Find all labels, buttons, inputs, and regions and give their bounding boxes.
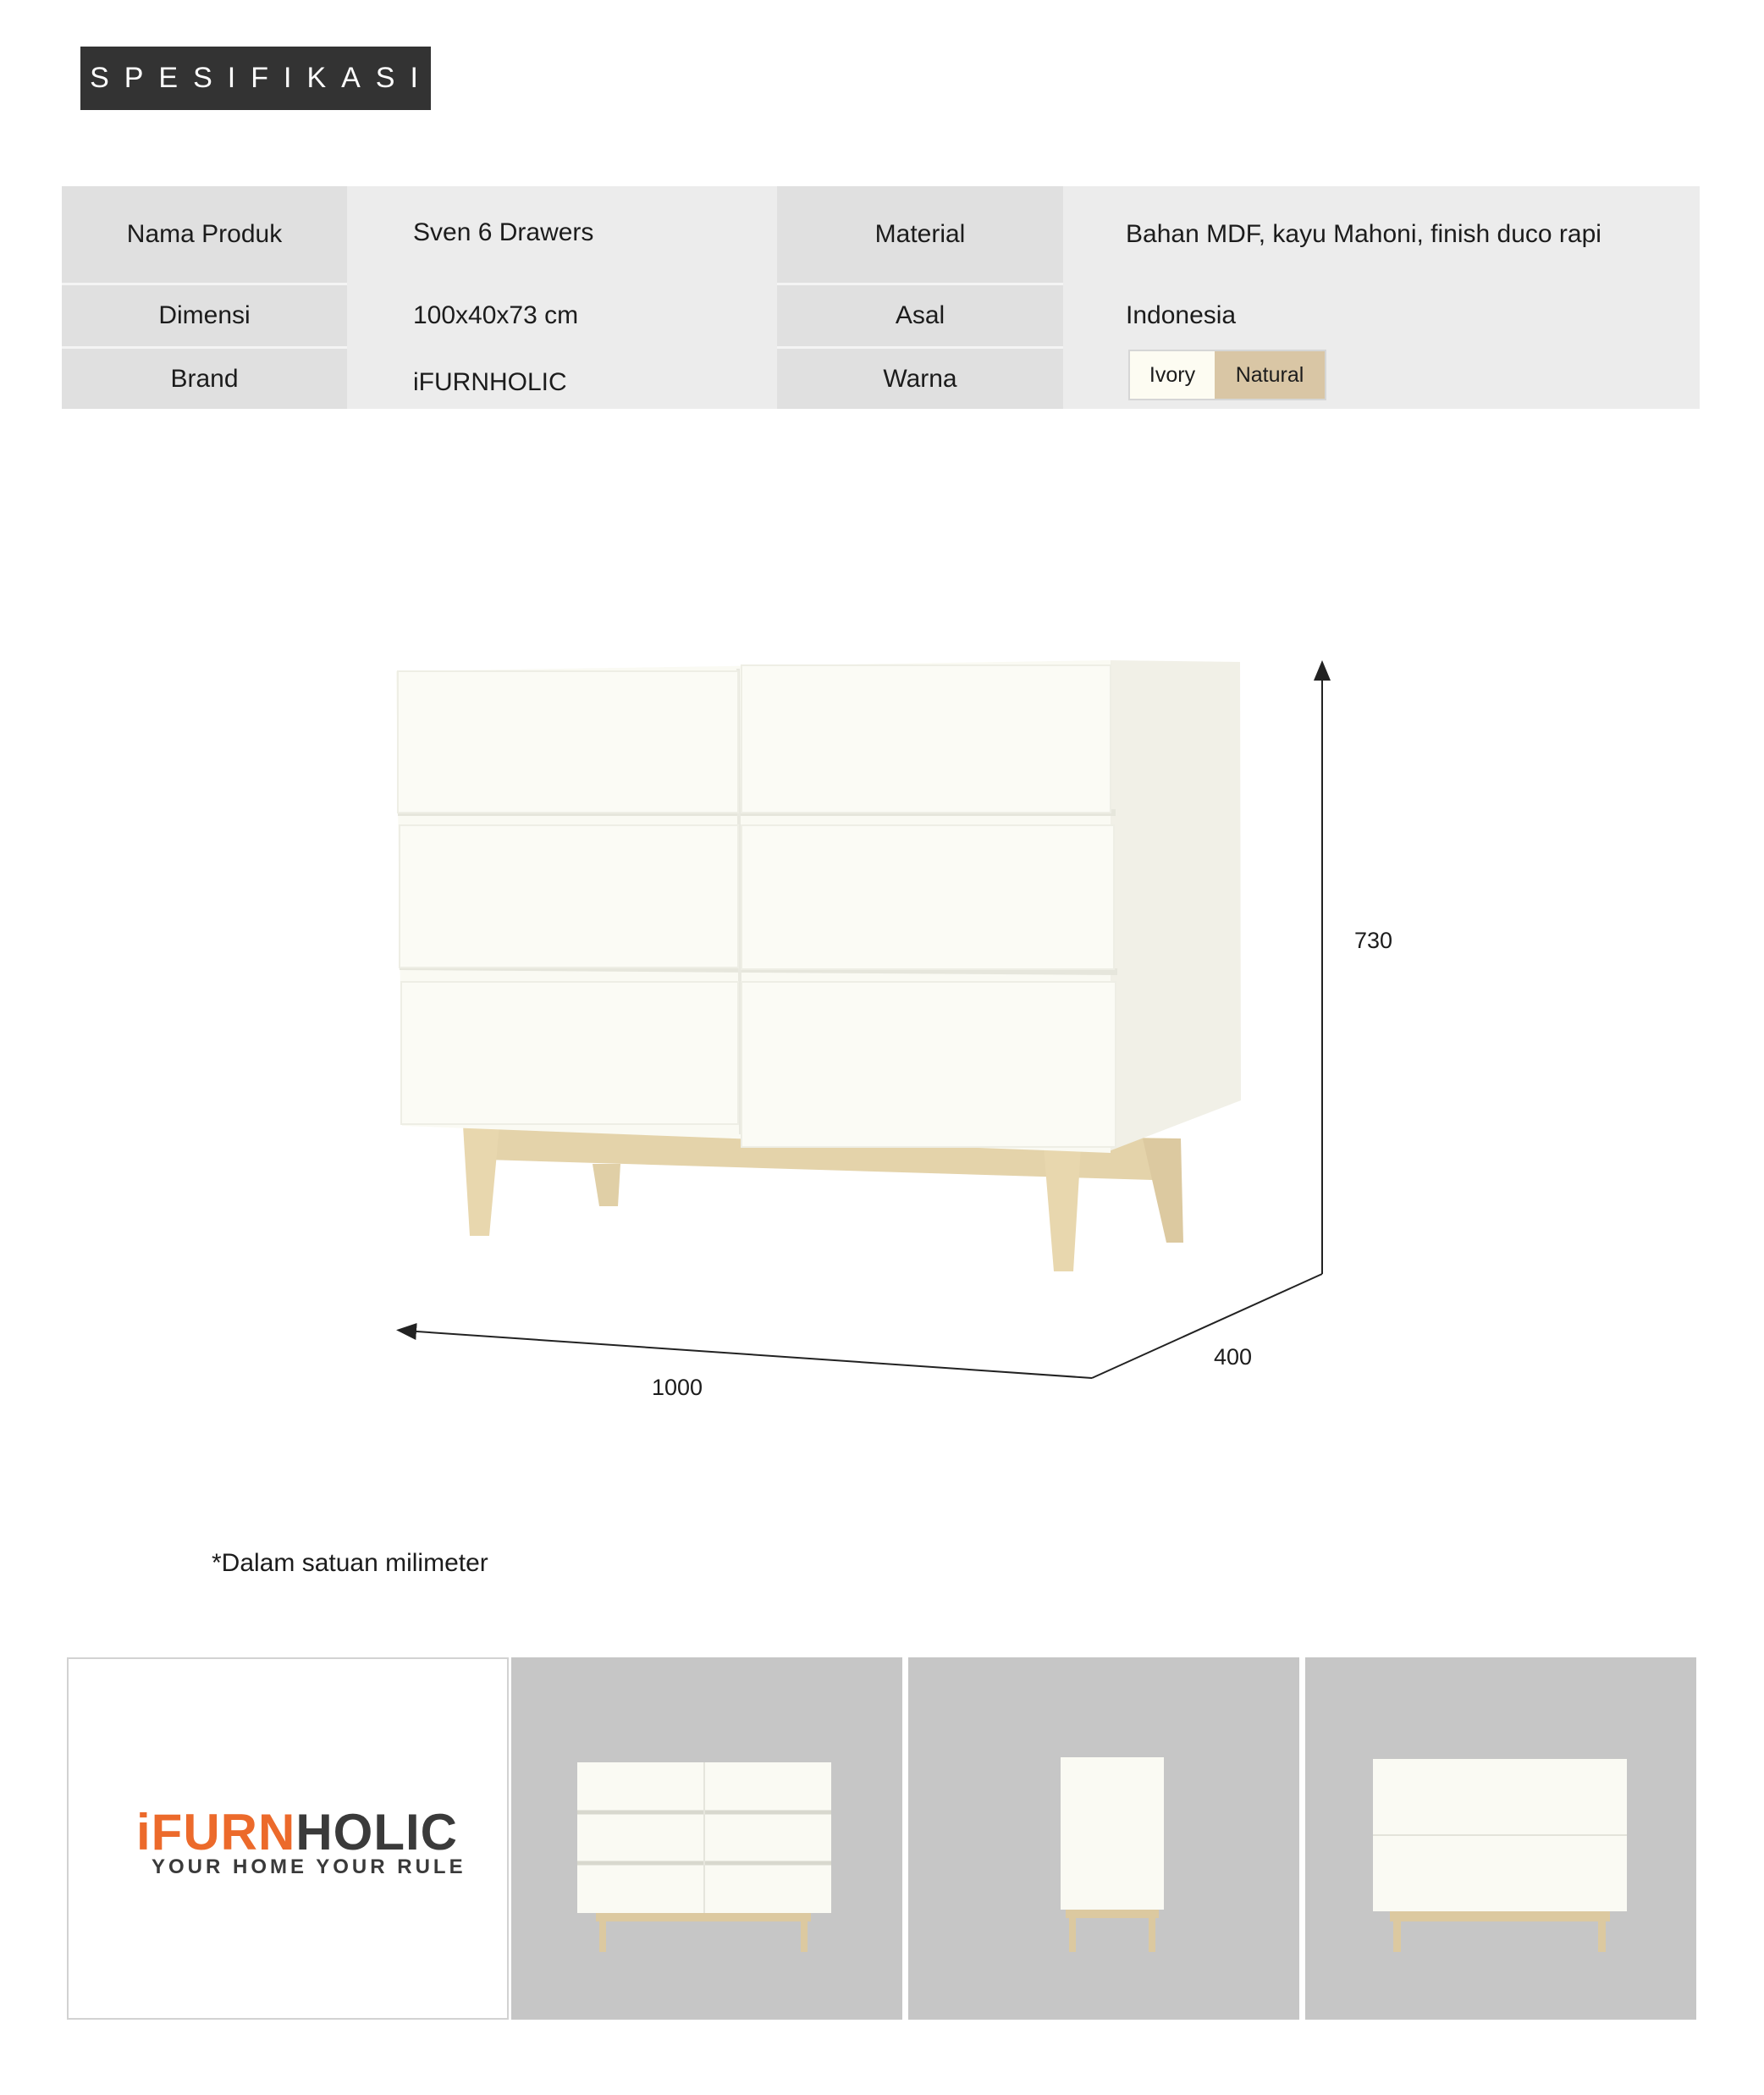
width-dimension-line — [405, 1331, 1092, 1378]
label-brand: Brand — [62, 349, 347, 409]
leg-front-right — [1044, 1147, 1081, 1271]
side-view-image — [908, 1657, 1299, 2020]
value-asal: Indonesia — [1126, 301, 1237, 329]
brand-logo-panel — [67, 1657, 509, 2020]
width-label: 1000 — [652, 1375, 703, 1400]
leg-back-left — [593, 1164, 620, 1206]
brand-logo: iFURNHOLIC — [136, 1804, 458, 1861]
height-label: 730 — [1354, 928, 1393, 953]
page-title: SPESIFIKASI — [80, 47, 431, 110]
leg-back-right — [1143, 1138, 1183, 1243]
label-dimensi: Dimensi — [62, 285, 347, 346]
label-asal: Asal — [777, 285, 1063, 346]
thumbnail-back[interactable] — [1305, 1657, 1696, 2020]
depth-label: 400 — [1214, 1344, 1253, 1370]
leg-front-left — [463, 1126, 499, 1236]
swatch-natural[interactable]: Natural — [1215, 351, 1325, 399]
value-brand: iFURNHOLIC — [413, 368, 567, 396]
thumbnail-side[interactable] — [908, 1657, 1299, 2020]
depth-dimension-line — [1092, 1274, 1322, 1378]
value-nama-produk: Sven 6 Drawers — [413, 218, 594, 246]
label-warna: Warna — [777, 349, 1063, 409]
value-material: Bahan MDF, kayu Mahoni, finish duco rapi — [1126, 220, 1601, 248]
swatch-ivory[interactable]: Ivory — [1130, 351, 1215, 399]
unit-note: *Dalam satuan milimeter — [212, 1549, 488, 1577]
front-view-image — [511, 1657, 902, 2020]
value-dimensi: 100x40x73 cm — [413, 301, 579, 329]
brand-tagline: YOUR HOME YOUR RULE — [152, 1855, 466, 1878]
thumbnail-front[interactable] — [511, 1657, 902, 2020]
label-nama-produk: Nama Produk — [62, 186, 347, 283]
label-material: Material — [777, 186, 1063, 283]
cabinet-side — [1109, 660, 1241, 1151]
back-view-image — [1305, 1657, 1696, 2020]
